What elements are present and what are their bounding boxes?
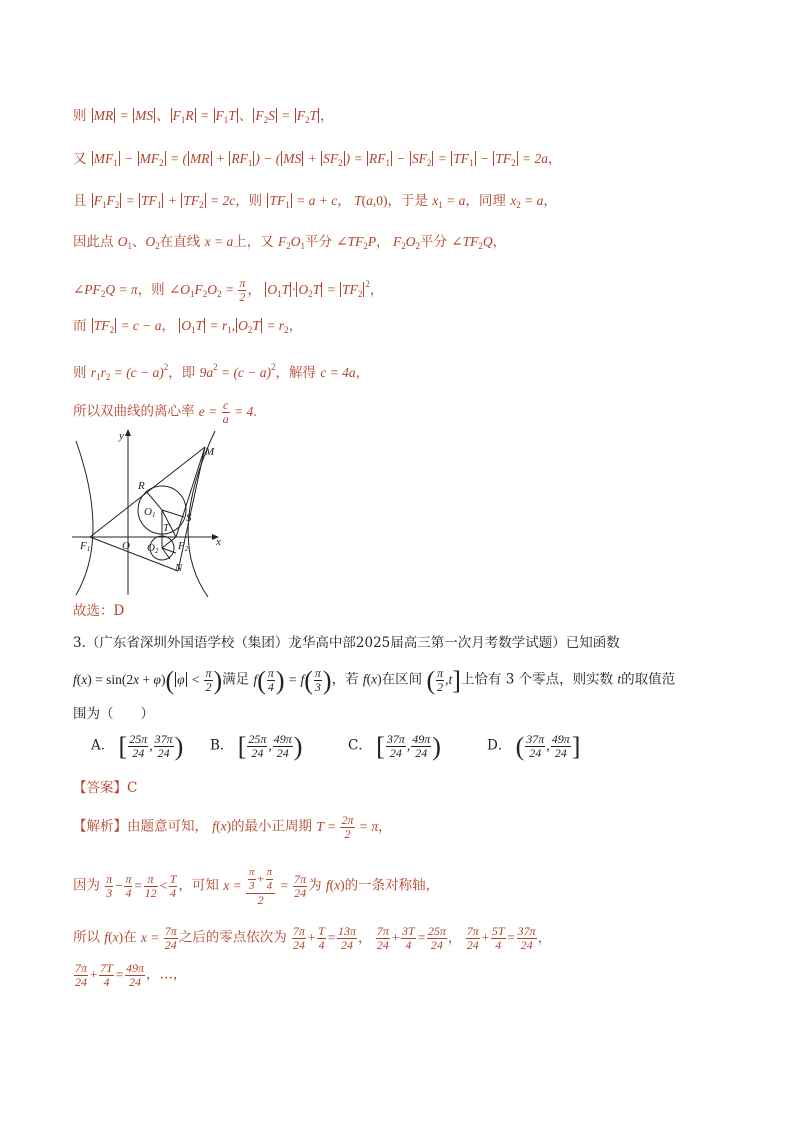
analysis-line-2 <box>73 866 439 907</box>
label-N: N <box>175 562 183 574</box>
text: ，可知 <box>178 877 219 894</box>
text: ，同理 <box>465 193 506 209</box>
option-D[interactable] <box>487 733 580 760</box>
text: 的一条对称轴， <box>344 877 440 894</box>
text: 满足 <box>222 671 250 688</box>
question-source: （广东省深圳外国语学校（集团）龙华高中部2025届高三第一次月考数学试题）已知函数 <box>85 635 620 651</box>
math-expression: $\angle TF_2Q$， <box>451 234 507 251</box>
text: 的最小正周期 <box>231 818 313 835</box>
math-expression: f(x) <box>104 929 124 945</box>
text: 在区间 <box>381 671 423 688</box>
label-R: R <box>138 480 145 492</box>
math-expression: x = $\frac{\pi}{3}$ + $\frac{\pi}{4}$ 2 = $\frac{7\pi}{24}$ <box>223 866 307 907</box>
math-expression: $\angle PF_2Q = \pi$ <box>73 282 138 299</box>
math-expression: x = $\frac{7\pi}{24}$ <box>140 924 177 952</box>
label-F1: F1 <box>80 540 91 553</box>
line-F1-N <box>90 537 178 571</box>
math-expression: x = a <box>204 234 234 249</box>
hyperbola-figure <box>70 425 230 600</box>
math-expression: $9a^2 = (c - a)^2$ <box>199 362 276 380</box>
option-A[interactable] <box>91 733 183 760</box>
label-S: S <box>186 512 192 524</box>
text: 在直线 <box>159 234 201 250</box>
math-expression: f(x) <box>325 877 345 893</box>
text: 又 <box>73 151 87 167</box>
solution-line-1 <box>73 106 333 130</box>
math-expression: $\angle TF_2P$， $F_2O_2$ <box>336 234 420 251</box>
math-expression: $x_2 = a$， <box>510 193 557 210</box>
option-label: C． <box>348 737 372 754</box>
text: 而 <box>73 318 87 334</box>
label-T: T <box>163 522 170 534</box>
analysis-line-3 <box>73 925 551 952</box>
math-expression: T = $\frac{2\pi}{2}$ = π， <box>316 813 392 841</box>
text: 所以双曲线的离心率 <box>73 403 195 420</box>
option-C[interactable] <box>348 733 441 760</box>
question-3-body-2 <box>73 704 154 724</box>
option-label: A． <box>91 737 115 754</box>
option-B[interactable] <box>210 733 302 760</box>
math-expression: $\frac{\pi}{3}$ − $\frac{\pi}{4}$ = $\frac{\pi}{12}$ < $\frac{T}{4}$ <box>106 872 177 900</box>
text: 因此点 <box>73 234 114 250</box>
analysis-tag: 【解析】 <box>73 818 127 835</box>
math-expression: $F_1F_2 = TF_1 + TF_2 = 2c$ <box>93 193 236 210</box>
text: 上恰有 3 个零点，则实数 <box>460 671 614 688</box>
option-label: B． <box>210 737 234 754</box>
solution-line-2 <box>73 149 562 173</box>
analysis-line-4 <box>73 962 186 989</box>
text: ，即 <box>168 365 196 381</box>
solution-line-7 <box>73 357 369 387</box>
math-expression: ( $\frac{\pi}{2}$ ,t] <box>426 665 461 695</box>
math-expression: $x_1 = a$ <box>432 193 466 210</box>
option-value: [ $\frac{25\pi}{24}$ , $\frac{37\pi}{24}$ ) <box>118 731 184 761</box>
label-y: y <box>119 430 124 442</box>
math-expression: $TF_2 = c - a$， $O_1T = r_1$, $O_2T = r_2$， <box>93 318 303 335</box>
option-value: ( $\frac{37\pi}{24}$ , $\frac{49\pi}{24}$ ] <box>515 731 581 761</box>
math-expression: $\angle O_1F_2O_2$ = $\frac{\pi}{2}$ ， $O_1T \cdot O_2T = TF_2^2$， <box>168 276 384 305</box>
solution-line-4 <box>73 232 506 256</box>
solution-line-5 <box>73 274 383 304</box>
label-x: x <box>216 536 221 548</box>
answer-value: C <box>127 780 138 796</box>
text: 由题意可知， <box>127 818 208 835</box>
solution-line-3 <box>73 191 557 215</box>
text: 则 <box>73 365 87 381</box>
text: 的取值范 <box>621 671 676 688</box>
text: ，…， <box>145 966 187 983</box>
math-expression: e = $\frac{c}{a}$ = 4. <box>198 398 257 426</box>
text: 故选：D <box>73 603 125 619</box>
text: ，于是 <box>387 193 428 209</box>
math-expression: t <box>617 671 622 687</box>
solution-line-8 <box>73 399 257 426</box>
answer-tag: 【答案】 <box>73 780 127 796</box>
text: 则 <box>73 108 87 124</box>
label-O: O <box>122 540 130 552</box>
math-expression: $TF_1 = a + c$， T(a,0) <box>269 193 388 210</box>
math-expression: $MF_1 - MF_2$ = ( MR + $RF_1$ ) − ( MS + $SF_2$ ) = $RF_1 - SF_2 = TF_1 - TF_2 = 2a$， <box>93 151 562 168</box>
question-number: 3. <box>73 635 86 651</box>
question-3-header <box>73 633 620 653</box>
text: 且 <box>73 193 87 209</box>
text: ，则 <box>235 193 263 209</box>
hyperbola-left-branch <box>76 441 93 595</box>
math-expression: $r_1r_2 = (c - a)^2$ <box>90 362 169 382</box>
text: 平分 <box>305 234 332 250</box>
math-expression: $\frac{7\pi}{24}$ + $\frac{7T}{4}$ = $\frac{49\pi}{24}$ <box>75 961 144 989</box>
text: ，若 <box>331 671 359 688</box>
text: 在 <box>123 929 137 946</box>
text: 平分 <box>420 234 447 250</box>
function-definition: f(x) = sin(2x + φ)( φ < $\frac{\pi}{2}$ ) <box>73 665 223 695</box>
math-expression: f( $\frac{\pi}{4}$ ) = f( $\frac{\pi}{3}$ ) <box>253 665 332 695</box>
label-O2: O2 <box>147 542 159 555</box>
math-expression: $O_1$、$O_2$ <box>117 234 160 251</box>
label-M: M <box>205 446 215 458</box>
label-F2: F2 <box>178 540 189 553</box>
text: ，则 <box>137 282 165 298</box>
math-expression: $\frac{7\pi}{24}$ + $\frac{T}{4}$ = $\frac{13\pi}{24}$ ， $\frac{7\pi}{24}$ + $\frac{3T}{4}$ = $\frac{25\pi}{24}$ ， $\frac{7\pi}{24}$ + $\frac{5T}{4}$ = $\frac{37\pi}{24}$ ， <box>293 924 552 952</box>
math-expression: f(x) <box>362 671 382 687</box>
text: 因为 <box>73 877 100 894</box>
text: 围为（ ） <box>73 706 154 722</box>
y-axis-arrow <box>125 429 131 436</box>
previous-answer <box>73 601 124 621</box>
analysis-line-1 <box>73 814 392 841</box>
math-expression: c = 4a， <box>320 365 370 380</box>
option-value: [ $\frac{25\pi}{24}$ , $\frac{49\pi}{24}$ ) <box>237 731 303 761</box>
text: 为 <box>308 877 322 894</box>
option-value: [ $\frac{37\pi}{24}$ , $\frac{49\pi}{24}$ ) <box>376 731 441 761</box>
math-expression: f(x) <box>212 818 232 834</box>
question-3-body <box>73 667 675 694</box>
line-M-N <box>178 447 205 571</box>
answer-line <box>73 778 137 798</box>
math-expression: $F_2O_1$ <box>278 234 305 251</box>
text: 之后的零点依次为 <box>178 929 287 946</box>
text: 上，又 <box>233 234 274 250</box>
text: 所以 <box>73 929 100 946</box>
option-label: D． <box>487 737 512 754</box>
solution-line-6 <box>73 316 302 340</box>
label-O1: O1 <box>144 506 156 519</box>
math-expression: MR = MS 、 $F_1R = F_1T$ 、 $F_2S = F_2T$ ， <box>93 108 334 125</box>
text: ，解得 <box>275 365 317 381</box>
